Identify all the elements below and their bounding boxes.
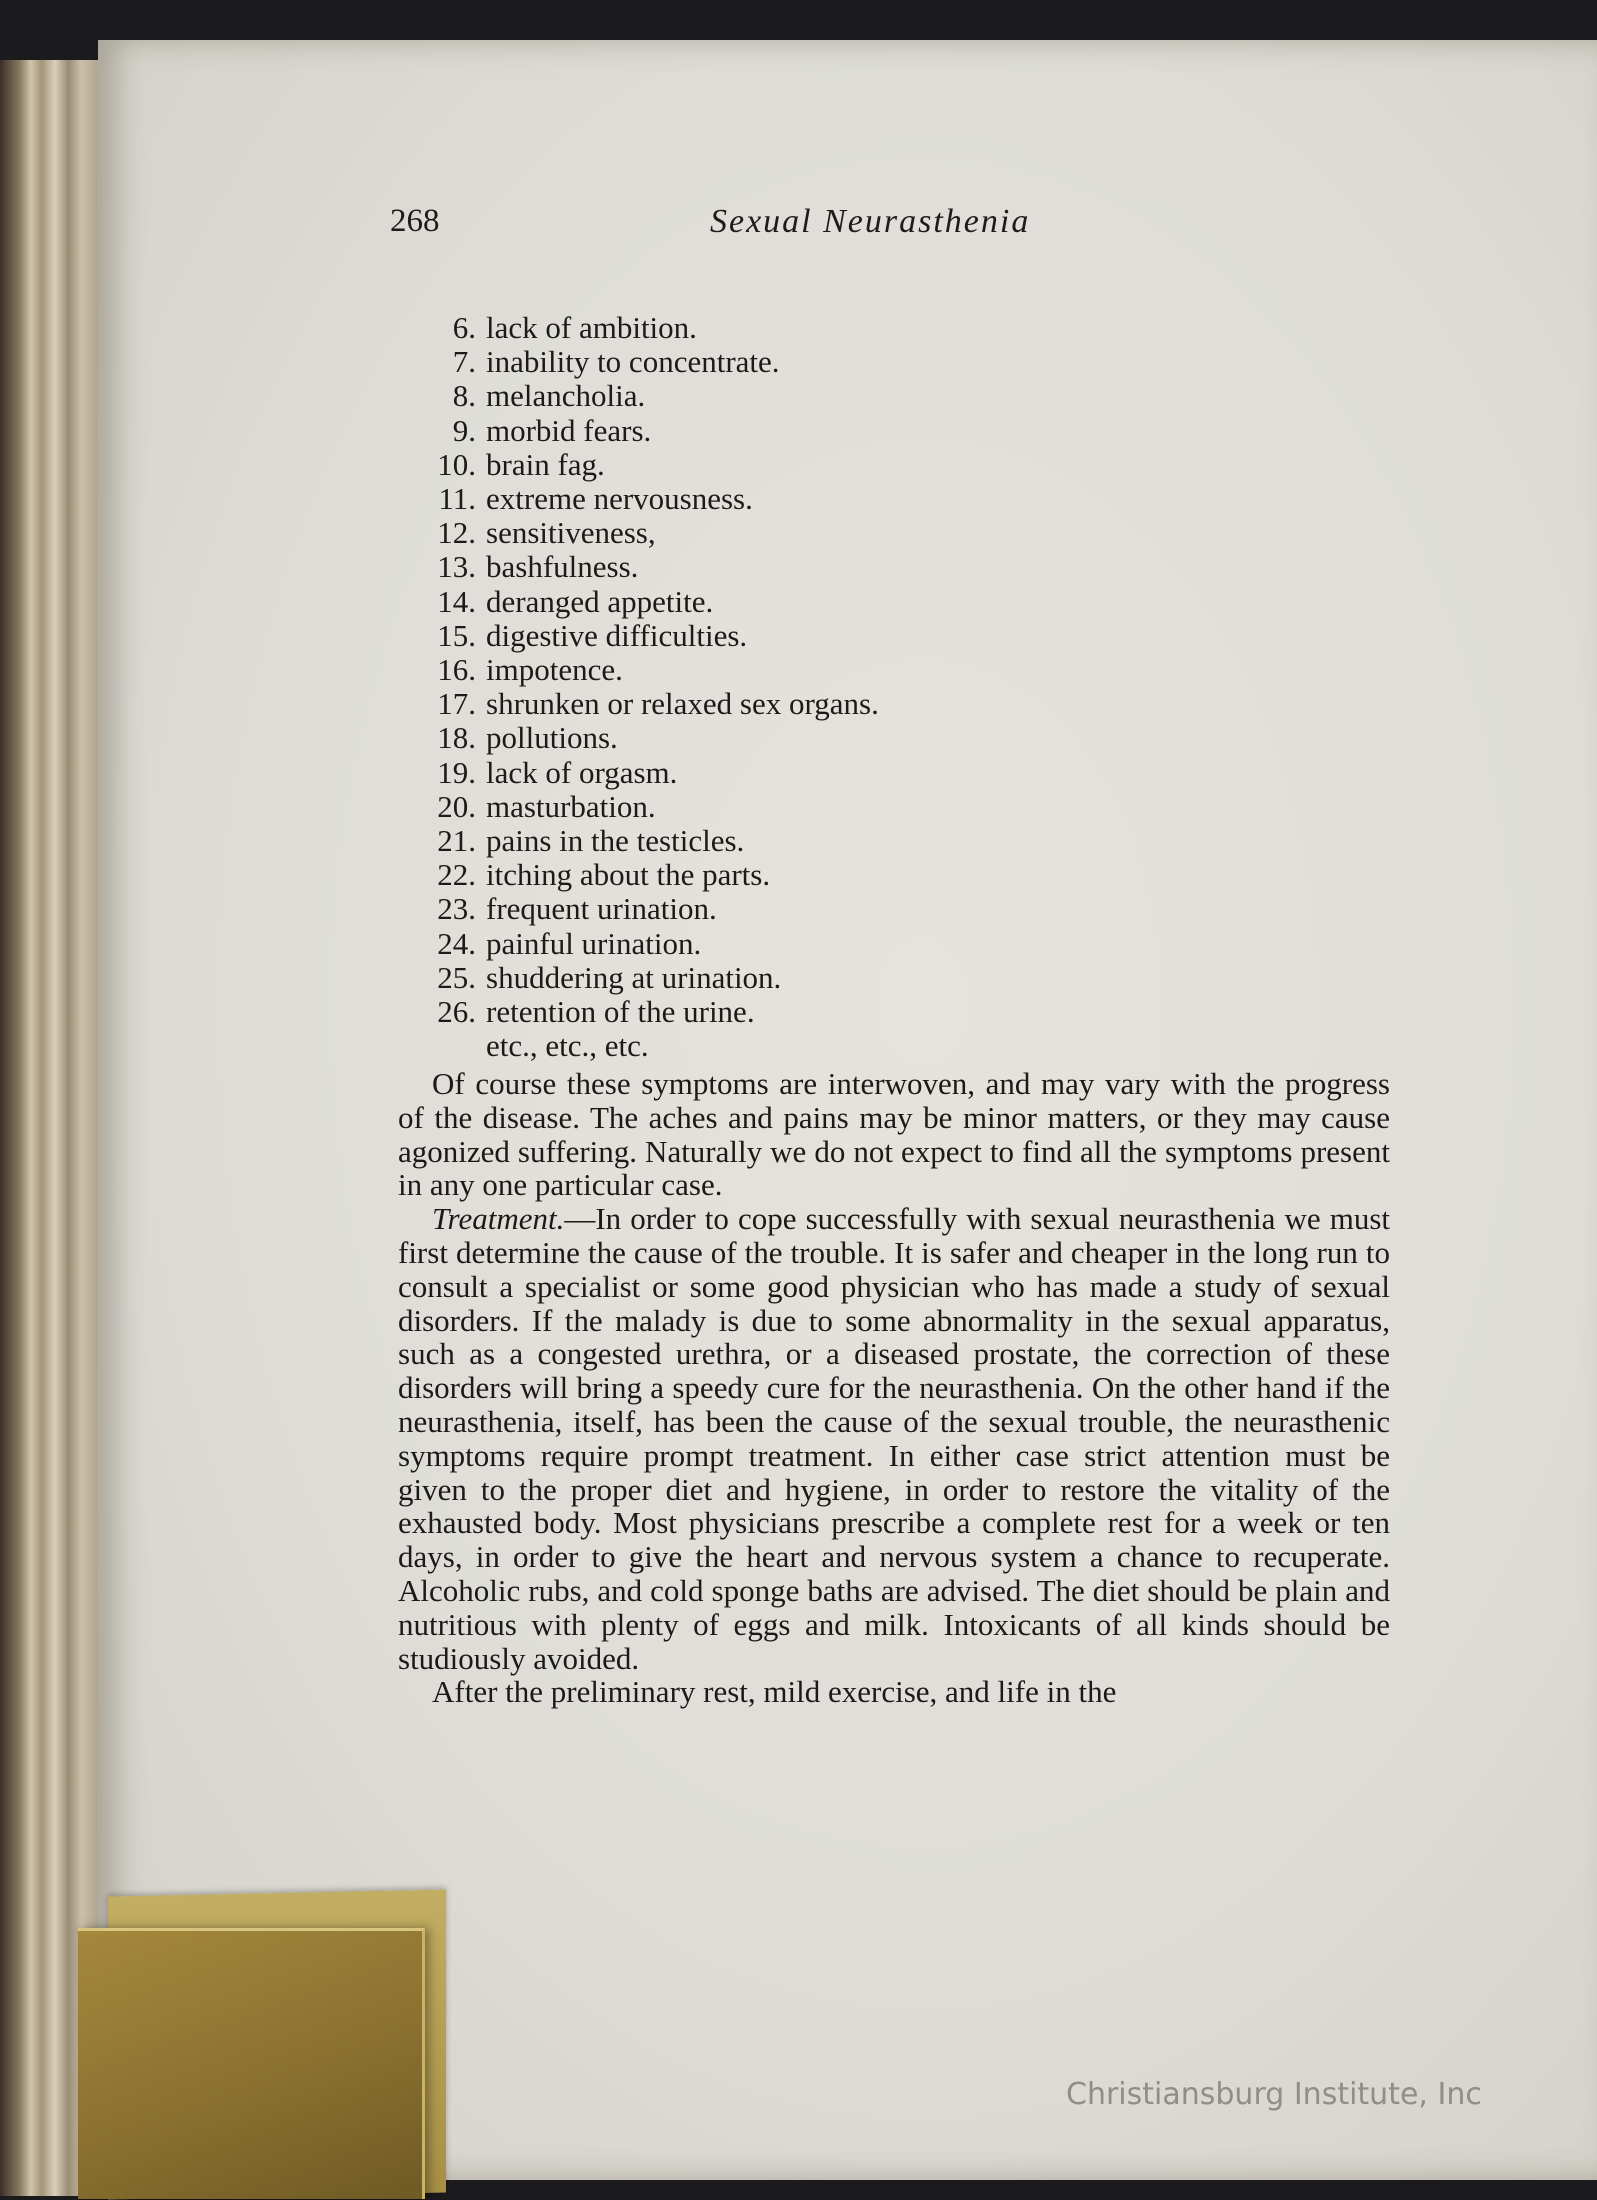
list-item (390, 414, 1090, 448)
item-number: 9. (452, 412, 476, 448)
item-text: shuddering at urination. (486, 959, 782, 995)
symptom-list (390, 311, 1090, 1063)
list-item (390, 927, 1090, 961)
list-item (390, 858, 1090, 892)
item-number: 7. (452, 344, 476, 380)
item-number: 22. (437, 857, 476, 893)
list-item (390, 379, 1090, 413)
running-title: Sexual Neurasthenia (710, 203, 1031, 240)
list-item (390, 448, 1090, 482)
list-item (390, 516, 1090, 550)
item-text: frequent urination. (486, 891, 717, 927)
list-item (390, 721, 1090, 755)
treatment-heading: Treatment. (432, 1201, 565, 1237)
item-text: retention of the urine. (486, 994, 755, 1030)
item-number: 15. (437, 617, 476, 653)
list-item (390, 653, 1090, 687)
item-number: 18. (437, 720, 476, 756)
item-text: lack of orgasm. (486, 754, 678, 790)
list-item (390, 585, 1090, 619)
list-item (390, 995, 1090, 1029)
list-item (390, 345, 1090, 379)
list-item (390, 756, 1090, 790)
item-text: masturbation. (486, 788, 656, 824)
item-text: shrunken or relaxed sex organs. (486, 686, 879, 722)
list-item (390, 687, 1090, 721)
item-text: bashfulness. (486, 549, 639, 585)
item-number: 24. (437, 925, 476, 961)
item-number: 23. (437, 891, 476, 927)
item-number: 17. (437, 686, 476, 722)
item-text: painful urination. (486, 925, 702, 961)
item-text: lack of ambition. (486, 310, 697, 345)
item-text: inability to concentrate. (486, 344, 780, 380)
item-number: 19. (437, 754, 476, 790)
item-text: sensitiveness, (486, 515, 656, 551)
item-text: itching about the parts. (486, 857, 771, 893)
paragraph-after-rest: After the preliminary rest, mild exercise, and life in the (432, 1674, 1117, 1710)
page-number: 268 (390, 203, 440, 239)
item-text: pollutions. (486, 720, 618, 756)
list-item (390, 550, 1090, 584)
book-page-edges (0, 60, 110, 2196)
item-number: 14. (437, 583, 476, 619)
body-text (398, 1067, 1390, 1709)
item-number: 12. (437, 515, 476, 551)
item-number: 20. (437, 788, 476, 824)
item-number (390, 1029, 486, 1063)
watermark: Christiansburg Institute, Inc (1066, 2077, 1482, 2112)
list-item (390, 311, 1090, 345)
list-item (390, 482, 1090, 516)
item-number: 10. (437, 446, 476, 482)
list-item (390, 1029, 1090, 1063)
item-text: impotence. (486, 652, 623, 688)
page-header (290, 203, 1260, 253)
item-text: brain fag. (486, 446, 605, 482)
item-text: melancholia. (486, 378, 646, 414)
item-text: extreme nervousness. (486, 481, 753, 517)
bookmark-card-front (78, 1928, 425, 2199)
item-number: 25. (437, 959, 476, 995)
item-text: deranged appetite. (486, 583, 714, 619)
list-item (390, 892, 1090, 926)
list-item (390, 790, 1090, 824)
item-number: 26. (437, 994, 476, 1030)
item-text: digestive difficulties. (486, 617, 748, 653)
paragraph-treatment (398, 1202, 1390, 1675)
item-number: 16. (437, 652, 476, 688)
item-text: pains in the testicles. (486, 823, 745, 859)
item-number: 13. (437, 549, 476, 585)
list-item (390, 824, 1090, 858)
paragraph-symptoms-summary: Of course these symptoms are interwoven, and may vary with the progress of the disease. The aches and pains may be minor matters, or they may cause agonized suffering. Naturally we do not expect to find all the symptoms present in any one particular case. (398, 1066, 1390, 1203)
item-number: 6. (452, 310, 476, 345)
item-number: 11. (438, 481, 476, 517)
item-text: morbid fears. (486, 412, 652, 448)
list-item (390, 619, 1090, 653)
treatment-text: —In order to cope successfully with sexual neurasthenia we must first determine the cause of the trouble. It is safer and cheaper in the long run to consult a specialist or some good physician who has made a study of sexual disorders. If the malady is due to some abnormality in the sexual apparatus, such as a congested urethra, or a diseased prostate, the correction of these disorders will bring a speedy cure for the neurasthenia. On the other hand if the neurasthenia, itself, has been the cause of the sexual trouble, the neurasthenic symptoms require prompt treatment. In either case strict attention must be given to the proper diet and hygiene, in order to restore the vitality of the exhausted body. Most physicians prescribe a complete rest for a week or ten days, in order to give the heart and nervous system a chance to recuperate. Alcoholic rubs, and cold sponge baths are advised. The diet should be plain and nutritious with plenty of eggs and milk. Intoxicants of all kinds should be studiously avoided. (398, 1201, 1390, 1676)
item-text: etc., etc., etc. (486, 1028, 649, 1064)
item-number: 8. (452, 378, 476, 414)
list-item (390, 961, 1090, 995)
item-number: 21. (437, 823, 476, 859)
